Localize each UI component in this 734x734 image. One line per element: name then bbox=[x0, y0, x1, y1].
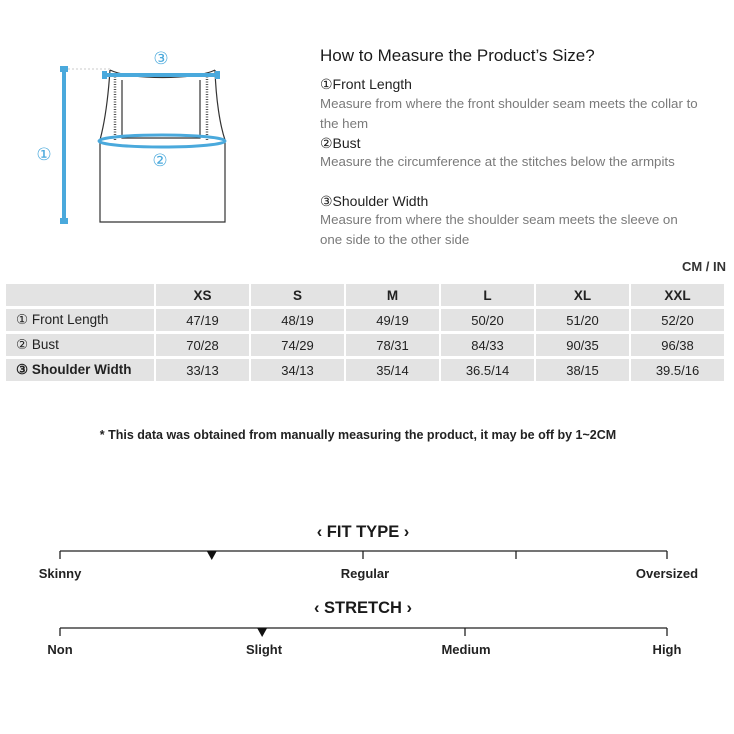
stretch-marker bbox=[257, 628, 267, 637]
table-cell: 52/20 bbox=[631, 309, 724, 331]
table-cell: 35/14 bbox=[346, 359, 439, 381]
table-cell: 38/15 bbox=[536, 359, 629, 381]
table-cell: 47/19 bbox=[156, 309, 249, 331]
tank-top-diagram bbox=[0, 0, 260, 240]
stretch-label-high: High bbox=[652, 642, 682, 657]
bust-heading: ②Bust bbox=[320, 135, 361, 151]
stretch-label-medium: Medium bbox=[441, 642, 491, 657]
table-cell: 90/35 bbox=[536, 334, 629, 356]
table-cell: 49/19 bbox=[346, 309, 439, 331]
size-header: M bbox=[346, 284, 439, 306]
table-cell: 51/20 bbox=[536, 309, 629, 331]
table-cell: 34/13 bbox=[251, 359, 344, 381]
shoulder-width-description: Measure from where the shoulder seam meets the sleeve on one side to the other side bbox=[320, 212, 678, 247]
table-cell: 84/33 bbox=[441, 334, 534, 356]
front-length-heading: ①Front Length bbox=[320, 76, 412, 92]
shoulder-width-heading: ③Shoulder Width bbox=[320, 193, 429, 209]
table-cell: 74/29 bbox=[251, 334, 344, 356]
size-header: XXL bbox=[631, 284, 724, 306]
row-label: ② Bust bbox=[6, 334, 154, 356]
table-row bbox=[6, 309, 724, 331]
measurement-note: * This data was obtained from manually measuring the product, it may be off by 1~2CM bbox=[99, 428, 617, 442]
size-header: L bbox=[441, 284, 534, 306]
table-corner bbox=[6, 284, 154, 306]
row-label: ③ Shoulder Width bbox=[6, 359, 154, 381]
stretch-scale bbox=[0, 617, 734, 647]
table-cell: 70/28 bbox=[156, 334, 249, 356]
fit-type-title: ‹ FIT TYPE › bbox=[316, 523, 410, 541]
marker-shoulder: ③ bbox=[153, 49, 169, 69]
front-length-indicator bbox=[60, 66, 110, 224]
stretch-label-non: Non bbox=[47, 642, 73, 657]
table-cell: 78/31 bbox=[346, 334, 439, 356]
table-cell: 36.5/14 bbox=[441, 359, 534, 381]
table-row bbox=[6, 334, 724, 356]
size-header: XL bbox=[536, 284, 629, 306]
stretch-title: ‹ STRETCH › bbox=[313, 599, 413, 617]
bust-description: Measure the circumference at the stitches below the armpits bbox=[320, 154, 675, 169]
table-cell: 96/38 bbox=[631, 334, 724, 356]
size-header-row bbox=[6, 284, 724, 306]
marker-front-length: ① bbox=[36, 145, 52, 165]
table-cell: 33/13 bbox=[156, 359, 249, 381]
table-cell: 50/20 bbox=[441, 309, 534, 331]
size-header: S bbox=[251, 284, 344, 306]
size-chart-table bbox=[4, 281, 726, 384]
unit-label: CM / IN bbox=[681, 259, 726, 274]
front-length-description: Measure from where the front shoulder seam meets the collar to the hem bbox=[320, 96, 698, 131]
fit-label-skinny: Skinny bbox=[38, 566, 82, 581]
marker-bust: ② bbox=[152, 151, 168, 171]
stretch-label-slight: Slight bbox=[245, 642, 283, 657]
fit-label-regular: Regular bbox=[340, 566, 390, 581]
size-header: XS bbox=[156, 284, 249, 306]
bust-indicator bbox=[99, 135, 225, 147]
table-cell: 48/19 bbox=[251, 309, 344, 331]
fit-label-oversized: Oversized bbox=[635, 566, 699, 581]
row-label: ① Front Length bbox=[6, 309, 154, 331]
table-cell: 39.5/16 bbox=[631, 359, 724, 381]
table-row bbox=[6, 359, 724, 381]
measure-title: How to Measure the Product’s Size? bbox=[320, 46, 595, 65]
fit-type-marker bbox=[207, 551, 217, 560]
